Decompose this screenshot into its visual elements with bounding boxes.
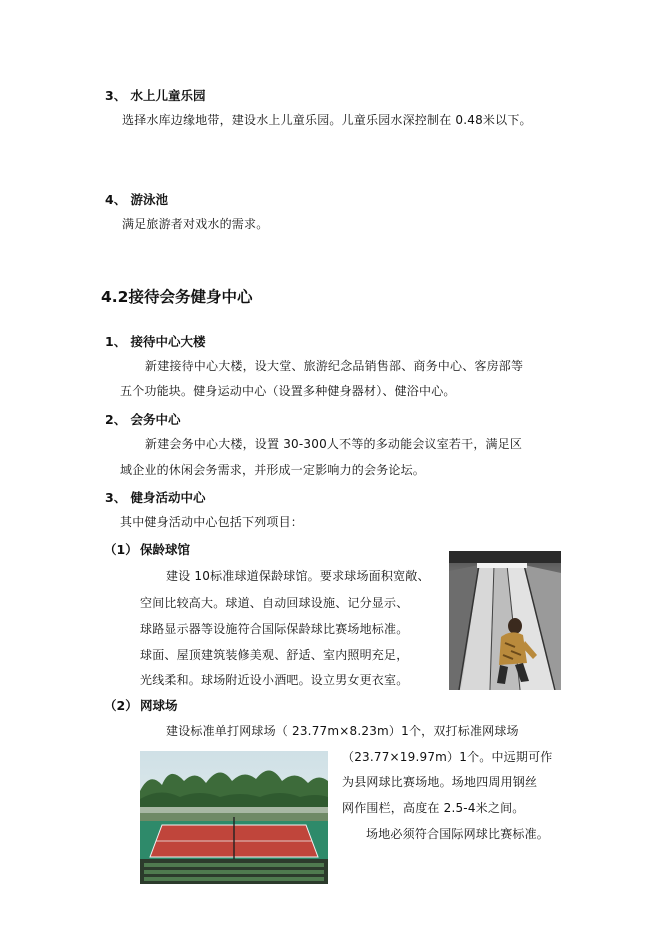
- heading-water-park: 3、 水上儿童乐园: [105, 88, 206, 103]
- tennis-line: 场地必须符合国际网球比赛标准。: [366, 827, 550, 841]
- tennis-line: 网作围栏，高度在 2.5-4米之间。: [342, 801, 525, 815]
- heading-swimming-pool: 4、 游泳池: [105, 192, 169, 207]
- reception-text-line1: 新建接待中心大楼，设大堂、旅游纪念品销售部、商务中心、客房部等: [145, 359, 524, 373]
- swimming-pool-text: 满足旅游者对戏水的需求。: [122, 217, 269, 231]
- heading-fitness-center: 3、 健身活动中心: [105, 490, 206, 505]
- bowling-line: 光线柔和。球场附近设小酒吧。设立男女更衣室。: [140, 673, 409, 687]
- reception-text-line2: 五个功能块。健身运动中心（设置多种健身器材）、健浴中心。: [120, 384, 456, 398]
- bowling-alley-photo: [449, 551, 561, 690]
- tennis-line: （23.77×19.97m）1个。中远期可作: [342, 750, 553, 764]
- conference-text-line1: 新建会务中心大楼，设置 30-300人不等的多动能会议室若干，满足区: [145, 437, 523, 451]
- heading-reception-building: 1、 接待中心大楼: [105, 334, 206, 349]
- tennis-line: 建设标准单打网球场（ 23.77m×8.23m）1个，双打标准网球场: [166, 724, 519, 738]
- conference-text-line2: 域企业的休闲会务需求，并形成一定影响力的会务论坛。: [120, 463, 426, 477]
- bowling-line: 空间比较高大。球道、自动回球设施、记分显示、: [140, 596, 409, 610]
- tennis-title: 网球场: [140, 698, 178, 713]
- tennis-number: （2）: [104, 698, 138, 713]
- bowling-line: 球面、屋顶建筑装修美观、舒适、室内照明充足，: [140, 648, 409, 662]
- tennis-court-photo: [140, 751, 328, 884]
- bowling-line: 建设 10标准球道保龄球馆。要求球场面积宽敞、: [166, 569, 430, 583]
- section-title: 4.2接待会务健身中心: [101, 288, 253, 306]
- fitness-intro: 其中健身活动中心包括下列项目：: [120, 515, 304, 529]
- bowling-number: （1）: [104, 542, 138, 557]
- bowling-line: 球路显示器等设施符合国际保龄球比赛场地标准。: [140, 622, 409, 636]
- bowling-title: 保龄球馆: [140, 542, 191, 557]
- tennis-line: 为县网球比赛场地。场地四周用钢丝: [342, 775, 538, 789]
- heading-conference-center: 2、 会务中心: [105, 412, 181, 427]
- water-park-text: 选择水库边缘地带，建设水上儿童乐园。儿童乐园水深控制在 0.48米以下。: [122, 113, 532, 127]
